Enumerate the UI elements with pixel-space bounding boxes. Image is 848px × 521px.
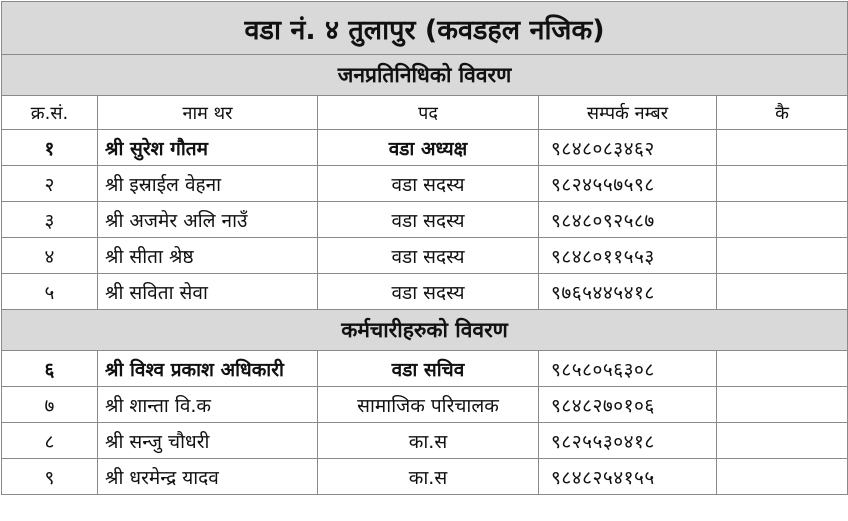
table-row (2, 238, 848, 274)
person-name: श्री विश्व प्रकाश अधिकारी (98, 351, 318, 387)
serial-number: २ (2, 166, 98, 202)
phone-number: ९८४८०९२५८७ (539, 202, 717, 238)
serial-number: ३ (2, 202, 98, 238)
person-post: वडा सचिव (318, 351, 539, 387)
person-post: वडा सदस्य (318, 166, 539, 202)
remarks-cell (717, 130, 848, 166)
table-row (2, 423, 848, 459)
table-row (2, 202, 848, 238)
table-header-row (2, 96, 848, 130)
phone-number: ९८५८०५६३०८ (539, 351, 717, 387)
person-name: श्री सीता श्रेष्ठ (98, 238, 318, 274)
serial-number: ९ (2, 459, 98, 495)
remarks-cell (717, 423, 848, 459)
remarks-cell (717, 202, 848, 238)
header-post: पद (318, 96, 539, 130)
person-post: वडा सदस्य (318, 202, 539, 238)
person-name: श्री शान्ता वि.क (98, 387, 318, 423)
phone-number: ९८२४५५७५९८ (539, 166, 717, 202)
person-name: श्री सविता सेवा (98, 274, 318, 310)
person-post: का.स (318, 423, 539, 459)
table-row (2, 274, 848, 310)
serial-number: ६ (2, 351, 98, 387)
person-name: श्री धरमेन्द्र यादव (98, 459, 318, 495)
serial-number: ४ (2, 238, 98, 274)
person-name: श्री सन्जु चौधरी (98, 423, 318, 459)
table-row (2, 166, 848, 202)
person-name: श्री सुरेश गौतम (98, 130, 318, 166)
serial-number: १ (2, 130, 98, 166)
ward-contact-table (1, 1, 848, 495)
remarks-cell (717, 459, 848, 495)
serial-number: ८ (2, 423, 98, 459)
remarks-cell (717, 238, 848, 274)
person-name: श्री अजमेर अलि नाउँ (98, 202, 318, 238)
phone-number: ९७६५४४५४१८ (539, 274, 717, 310)
phone-number: ९८४८०११५५३ (539, 238, 717, 274)
person-post: वडा सदस्य (318, 238, 539, 274)
serial-number: ७ (2, 387, 98, 423)
header-name: नाम थर (98, 96, 318, 130)
person-post: वडा अध्यक्ष (318, 130, 539, 166)
table-row (2, 351, 848, 387)
header-remarks: कै (717, 96, 848, 130)
serial-number: ५ (2, 274, 98, 310)
section-staff-heading: कर्मचारीहरुको विवरण (2, 310, 848, 351)
phone-number: ९८४८२५४१५५ (539, 459, 717, 495)
phone-number: ९८२५५३०४१८ (539, 423, 717, 459)
table-row (2, 130, 848, 166)
person-post: सामाजिक परिचालक (318, 387, 539, 423)
person-name: श्री इस्राईल वेहना (98, 166, 318, 202)
table-row (2, 387, 848, 423)
remarks-cell (717, 351, 848, 387)
table-row (2, 459, 848, 495)
phone-number: ९८४८०८३४६२ (539, 130, 717, 166)
person-post: वडा सदस्य (318, 274, 539, 310)
remarks-cell (717, 387, 848, 423)
section-representatives-heading: जनप्रतिनिधिको विवरण (2, 55, 848, 96)
phone-number: ९८४८२७०१०६ (539, 387, 717, 423)
remarks-cell (717, 166, 848, 202)
header-serial-number: क्र.सं. (2, 96, 98, 130)
page-title: वडा नं. ४ तुलापुर (कवडहल नजिक) (2, 2, 848, 55)
header-phone: सम्पर्क नम्बर (539, 96, 717, 130)
remarks-cell (717, 274, 848, 310)
person-post: का.स (318, 459, 539, 495)
